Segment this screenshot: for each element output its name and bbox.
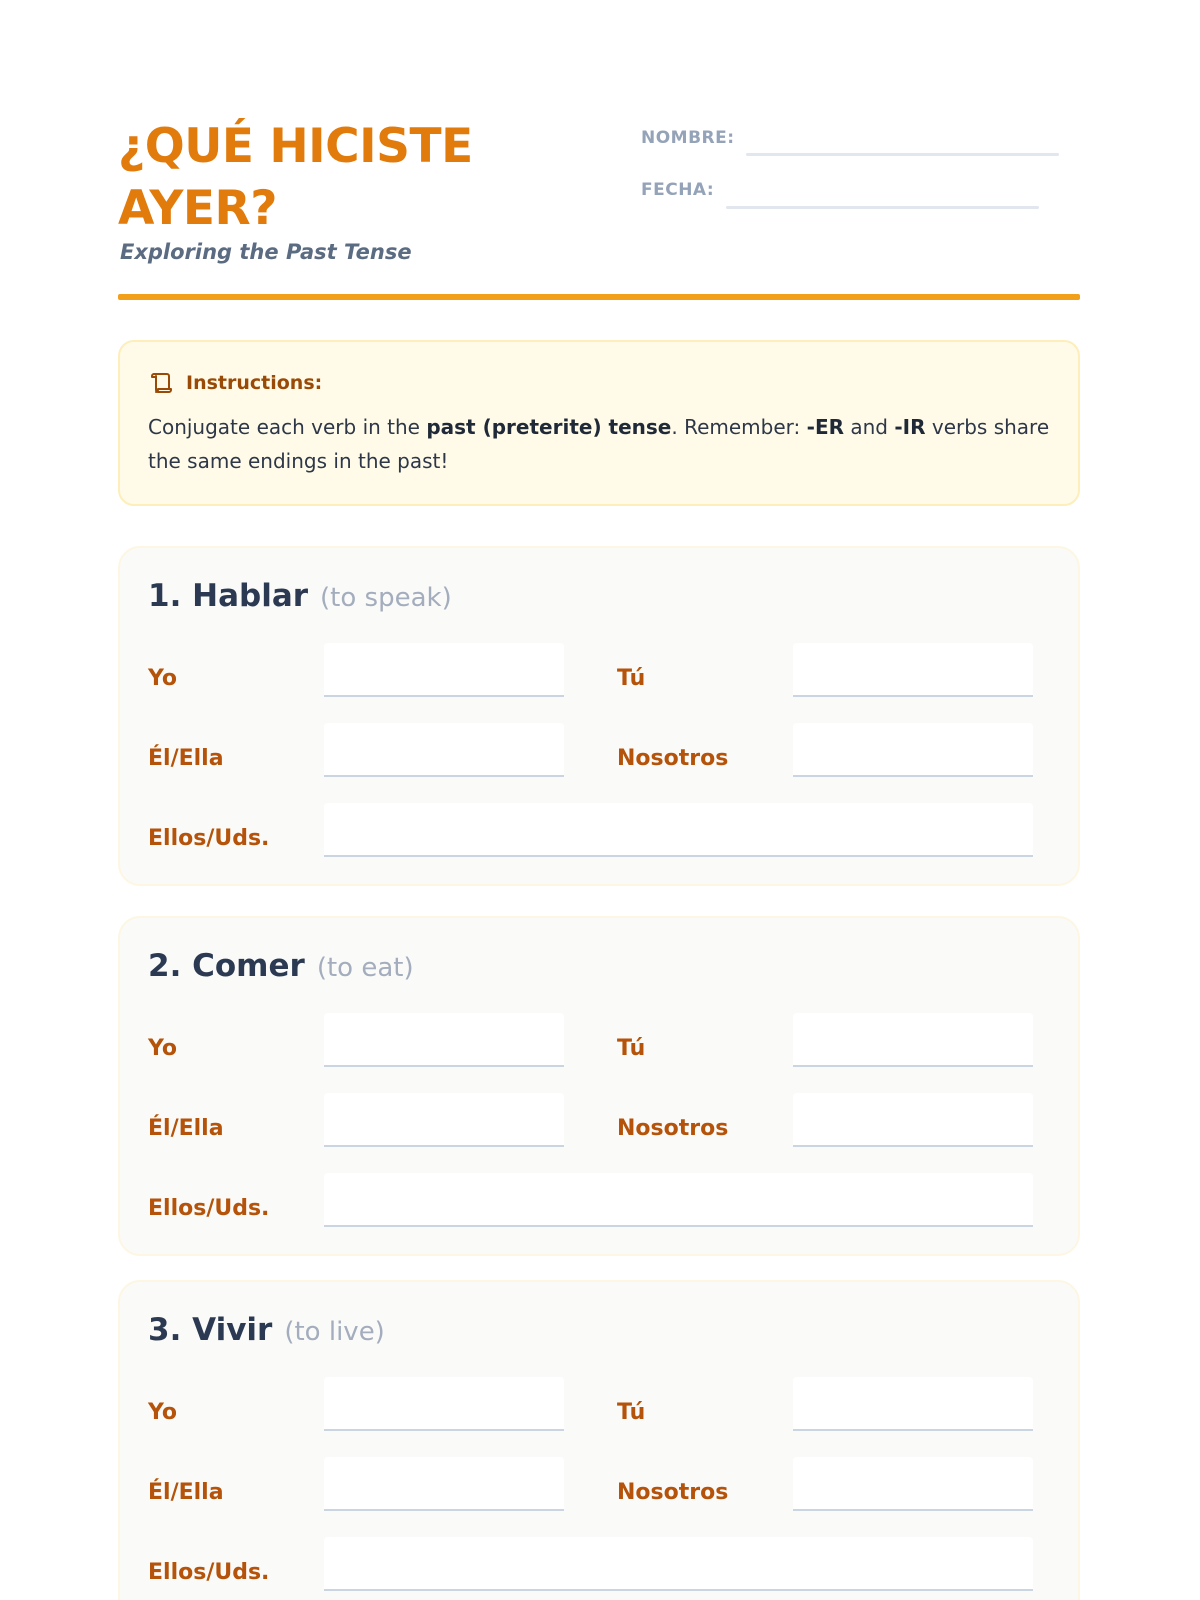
input-ellos-uds[interactable] [324, 1173, 1033, 1227]
input-nosotros[interactable] [793, 1093, 1033, 1147]
input-el-ella[interactable] [324, 723, 564, 777]
label-tu: Tú [617, 1400, 646, 1425]
input-yo[interactable] [324, 643, 564, 697]
header-divider [118, 294, 1080, 300]
verb-title [148, 1312, 385, 1348]
verb-title [148, 948, 414, 984]
label-el-ella: Él/Ella [148, 746, 224, 771]
label-yo: Yo [148, 1400, 178, 1425]
name-label: NOMBRE: [641, 128, 735, 148]
input-nosotros[interactable] [793, 1457, 1033, 1511]
label-ellos-uds: Ellos/Uds. [148, 1196, 270, 1221]
label-nosotros: Nosotros [617, 1480, 729, 1505]
name-field[interactable] [746, 153, 1059, 156]
instructions-title: Instructions: [186, 372, 323, 394]
page-title: ¿QUÉ HICISTE AYER? [118, 119, 473, 236]
verb-translation: (to speak) [320, 583, 452, 613]
input-tu[interactable] [793, 1377, 1033, 1431]
verb-translation: (to eat) [316, 953, 414, 983]
input-tu[interactable] [793, 643, 1033, 697]
verb-name: 1. Hablar [148, 578, 309, 614]
verb-name: 3. Vivir [148, 1312, 273, 1348]
input-ellos-uds[interactable] [324, 803, 1033, 857]
verb-card-vivir [118, 1280, 1080, 1600]
input-tu[interactable] [793, 1013, 1033, 1067]
label-el-ella: Él/Ella [148, 1116, 224, 1141]
input-yo[interactable] [324, 1377, 564, 1431]
scroll-icon [148, 370, 174, 396]
label-yo: Yo [148, 1036, 178, 1061]
verb-name: 2. Comer [148, 948, 305, 984]
input-nosotros[interactable] [793, 723, 1033, 777]
verb-title [148, 578, 452, 614]
input-ellos-uds[interactable] [324, 1537, 1033, 1591]
instructions-header [148, 370, 1050, 396]
label-tu: Tú [617, 666, 646, 691]
label-nosotros: Nosotros [617, 746, 729, 771]
verb-card-comer [118, 916, 1080, 1256]
date-label: FECHA: [641, 180, 715, 200]
verb-card-hablar [118, 546, 1080, 886]
date-field[interactable] [726, 206, 1039, 209]
page-subtitle: Exploring the Past Tense [120, 240, 412, 264]
label-yo: Yo [148, 666, 178, 691]
label-nosotros: Nosotros [617, 1116, 729, 1141]
label-ellos-uds: Ellos/Uds. [148, 1560, 270, 1585]
label-el-ella: Él/Ella [148, 1480, 224, 1505]
input-el-ella[interactable] [324, 1457, 564, 1511]
label-tu: Tú [617, 1036, 646, 1061]
input-yo[interactable] [324, 1013, 564, 1067]
instructions-text: Conjugate each verb in the past (preterite) tense. Remember: -ER and -IR verbs share the same endings in the past! [148, 415, 1050, 473]
instructions-box [118, 340, 1080, 506]
input-el-ella[interactable] [324, 1093, 564, 1147]
verb-translation: (to live) [284, 1317, 385, 1347]
label-ellos-uds: Ellos/Uds. [148, 826, 270, 851]
